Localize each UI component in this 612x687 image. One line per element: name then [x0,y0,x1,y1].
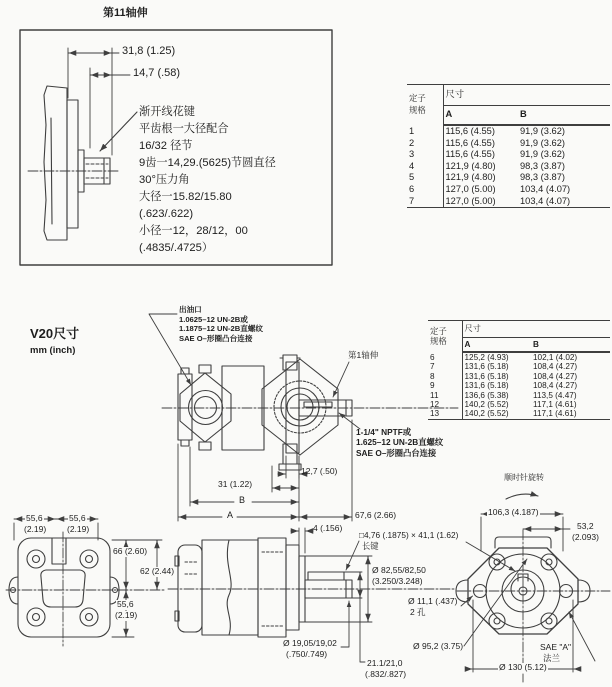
key-type: 长键 [362,541,379,551]
spline-note-line: 平齿根一大径配合 [139,123,229,135]
dim-55-6-left: 55,6 [26,513,43,523]
dim-130: Ø 130 (5.12) [499,662,547,672]
flange-label: SAE "A" [540,642,572,652]
spline-note-line: (.623/.622) [139,208,194,220]
outlet-port-note [179,305,263,344]
cell: 131,6 (5.18) [464,381,509,391]
dim-67-6: 67,6 (2.66) [355,510,397,520]
cell: 13 [428,409,462,419]
table-row [407,149,610,161]
table-row [407,184,610,196]
key-note: □4,76 (.1875) × 41,1 (1.62) [359,530,459,540]
stator-table-v20 [428,320,610,420]
col-header-a: A [443,106,518,126]
inlet-port-note [356,427,443,458]
col-header-b: B [531,338,610,353]
dim-12-7: 12,7 (.50) [301,466,338,476]
cell: 136,6 (5.38) [464,390,509,400]
dim-shaft-dia: Ø 19,05/19,02 [283,638,337,648]
dim-holes-qty: 2 孔 [410,607,426,617]
spline-notes [139,104,276,257]
cell: 91,9 (3.62) [520,149,565,160]
outlet-note-line: SAE O–形圈凸台连接 [179,334,253,344]
dim-a-label: A [227,510,234,520]
flange-label-cn: 法兰 [543,653,561,663]
cell: 140,2 (5.52) [464,400,509,410]
cell: 127,0 (5.00) [445,183,496,194]
table-row [407,138,610,150]
dim-55-6-left-in: (2.19) [24,524,47,534]
table-row [428,362,610,371]
v20-units: mm (inch) [30,345,76,356]
inlet-note-line: 1.625–12 UN-2B直螺纹 [356,437,444,448]
table-row [428,400,610,409]
table-row [428,352,610,362]
col-header-a: A [462,338,531,353]
table-row [428,391,610,400]
dim-66: 66 (2.60) [113,546,148,556]
outlet-note-line: 出油口 [179,305,202,314]
dim-31-8: 31,8 (1.25) [122,45,176,57]
table-row [407,125,610,138]
stator-table-shaft11 [407,84,610,208]
cell: 140,2 (5.52) [464,409,509,419]
cell: 115,6 (4.55) [445,137,495,148]
cell: 12 [428,400,462,409]
spline-note-line: 渐开线花键 [139,106,195,118]
cell: 108,4 (4.27) [533,371,578,381]
cell: 121,9 (4.80) [445,160,496,171]
table-row [428,372,610,381]
outlet-note-line: 1.1875–12 UN-2B直螺纹 [179,324,263,334]
dim-31: 31 (1.22) [218,479,253,489]
cell: 103,4 (4.07) [520,183,571,194]
cell: 115,6 (4.55) [445,149,495,160]
spline-note-line: 16/32 径节 [139,140,193,152]
table-row [428,381,610,390]
col-header-b: B [518,106,610,126]
cell: 5 [407,172,443,184]
dim-53-2-in: (2.093) [572,532,599,542]
cell: 6 [407,184,443,196]
cell: 127,0 (5.00) [445,195,496,206]
cell: 98,3 (3.87) [520,172,565,183]
cell: 1 [407,125,443,138]
cell: 103,4 (4.07) [520,195,571,206]
rear-view-drawing [6,519,164,646]
dim-4: 4 (.156) [313,523,343,533]
dim-55-6-bottom-in: (2.19) [115,610,138,620]
cell: 91,9 (3.62) [520,126,565,136]
cell: 131,6 (5.18) [464,371,509,381]
spline-note-line: (.4835/.4725） [139,242,214,254]
spline-note-line: 小径一12，28/12，00 [139,225,248,237]
cell: 7 [407,196,443,208]
cell: 98,3 (3.87) [520,160,565,171]
table-group-header: 尺寸 [462,321,610,338]
cell: 2 [407,138,443,150]
cell: 6 [428,352,462,362]
dim-b-label: B [239,495,246,505]
cell: 125,2 (4.93) [464,353,509,362]
inlet-note-line: SAE O–形圈凸台连接 [356,447,437,458]
cell: 11 [428,391,462,400]
cell: 121,9 (4.80) [445,172,496,183]
shaft11-title: 第11轴伸 [103,7,148,19]
cell: 108,4 (4.27) [533,381,578,391]
dim-shaft-dia-in: (.750/.749) [286,649,328,659]
dim-pilot-front: Ø 95,2 (3.75) [413,641,464,651]
dim-pilot: Ø 82,55/82,50 [372,565,426,575]
table-corner: 定子 规格 [428,321,462,353]
cell: 4 [407,161,443,173]
cell: 113,5 (4.47) [533,390,577,400]
outlet-note-line: 1.0625–12 UN-2B或 [179,314,248,324]
dim-key-height-in: (.832/.827) [365,669,407,679]
table-row [407,161,610,173]
cell: 3 [407,149,443,161]
cell: 102,1 (4.02) [533,353,578,362]
cell: 7 [428,362,462,371]
cell: 108,4 (4.27) [533,362,578,372]
shaft1-label: 第1轴伸 [348,350,379,360]
v20-title: V20尺寸 [30,326,80,341]
cell: 115,6 (4.55) [445,126,495,136]
rotation-label: 顺时针旋转 [504,473,544,482]
dim-53-2: 53,2 [577,521,594,531]
dim-holes: Ø 11,1 (.437) [408,596,458,606]
dim-55-6-right: 55,6 [69,513,86,523]
spline-note-line: 大径一15.82/15.80 [139,191,232,203]
cell: 117,1 (4.61) [533,400,577,410]
table-row [407,172,610,184]
table-group-header: 尺寸 [443,85,610,106]
table-row [428,409,610,419]
dim-pilot-in: (3.250/3.248) [372,576,423,586]
cell: 131,6 (5.18) [464,362,509,372]
dim-key-height: 21.1/21,0 [367,658,403,668]
cell: 117,1 (4.61) [533,409,577,419]
table-row [407,196,610,208]
cell: 91,9 (3.62) [520,137,565,148]
dim-14-7: 14,7 (.58) [133,67,181,79]
spline-note-line: 9齿一14,29.(5625)节圆直径 [139,157,276,169]
inlet-note-line: 1-1/4" NPTF或 [356,427,412,437]
spline-note-line: 30°压力角 [139,174,190,186]
cell: 9 [428,381,462,390]
table-corner: 定子 规格 [407,85,443,126]
dim-55-6-right-in: (2.19) [67,524,90,534]
top-view-drawing [149,314,458,521]
dim-106-3: 106,3 (4.187) [488,507,539,517]
dim-62: 62 (2.44) [140,566,175,576]
dim-55-6-bottom: 55,6 [117,599,134,609]
cell: 8 [428,372,462,381]
